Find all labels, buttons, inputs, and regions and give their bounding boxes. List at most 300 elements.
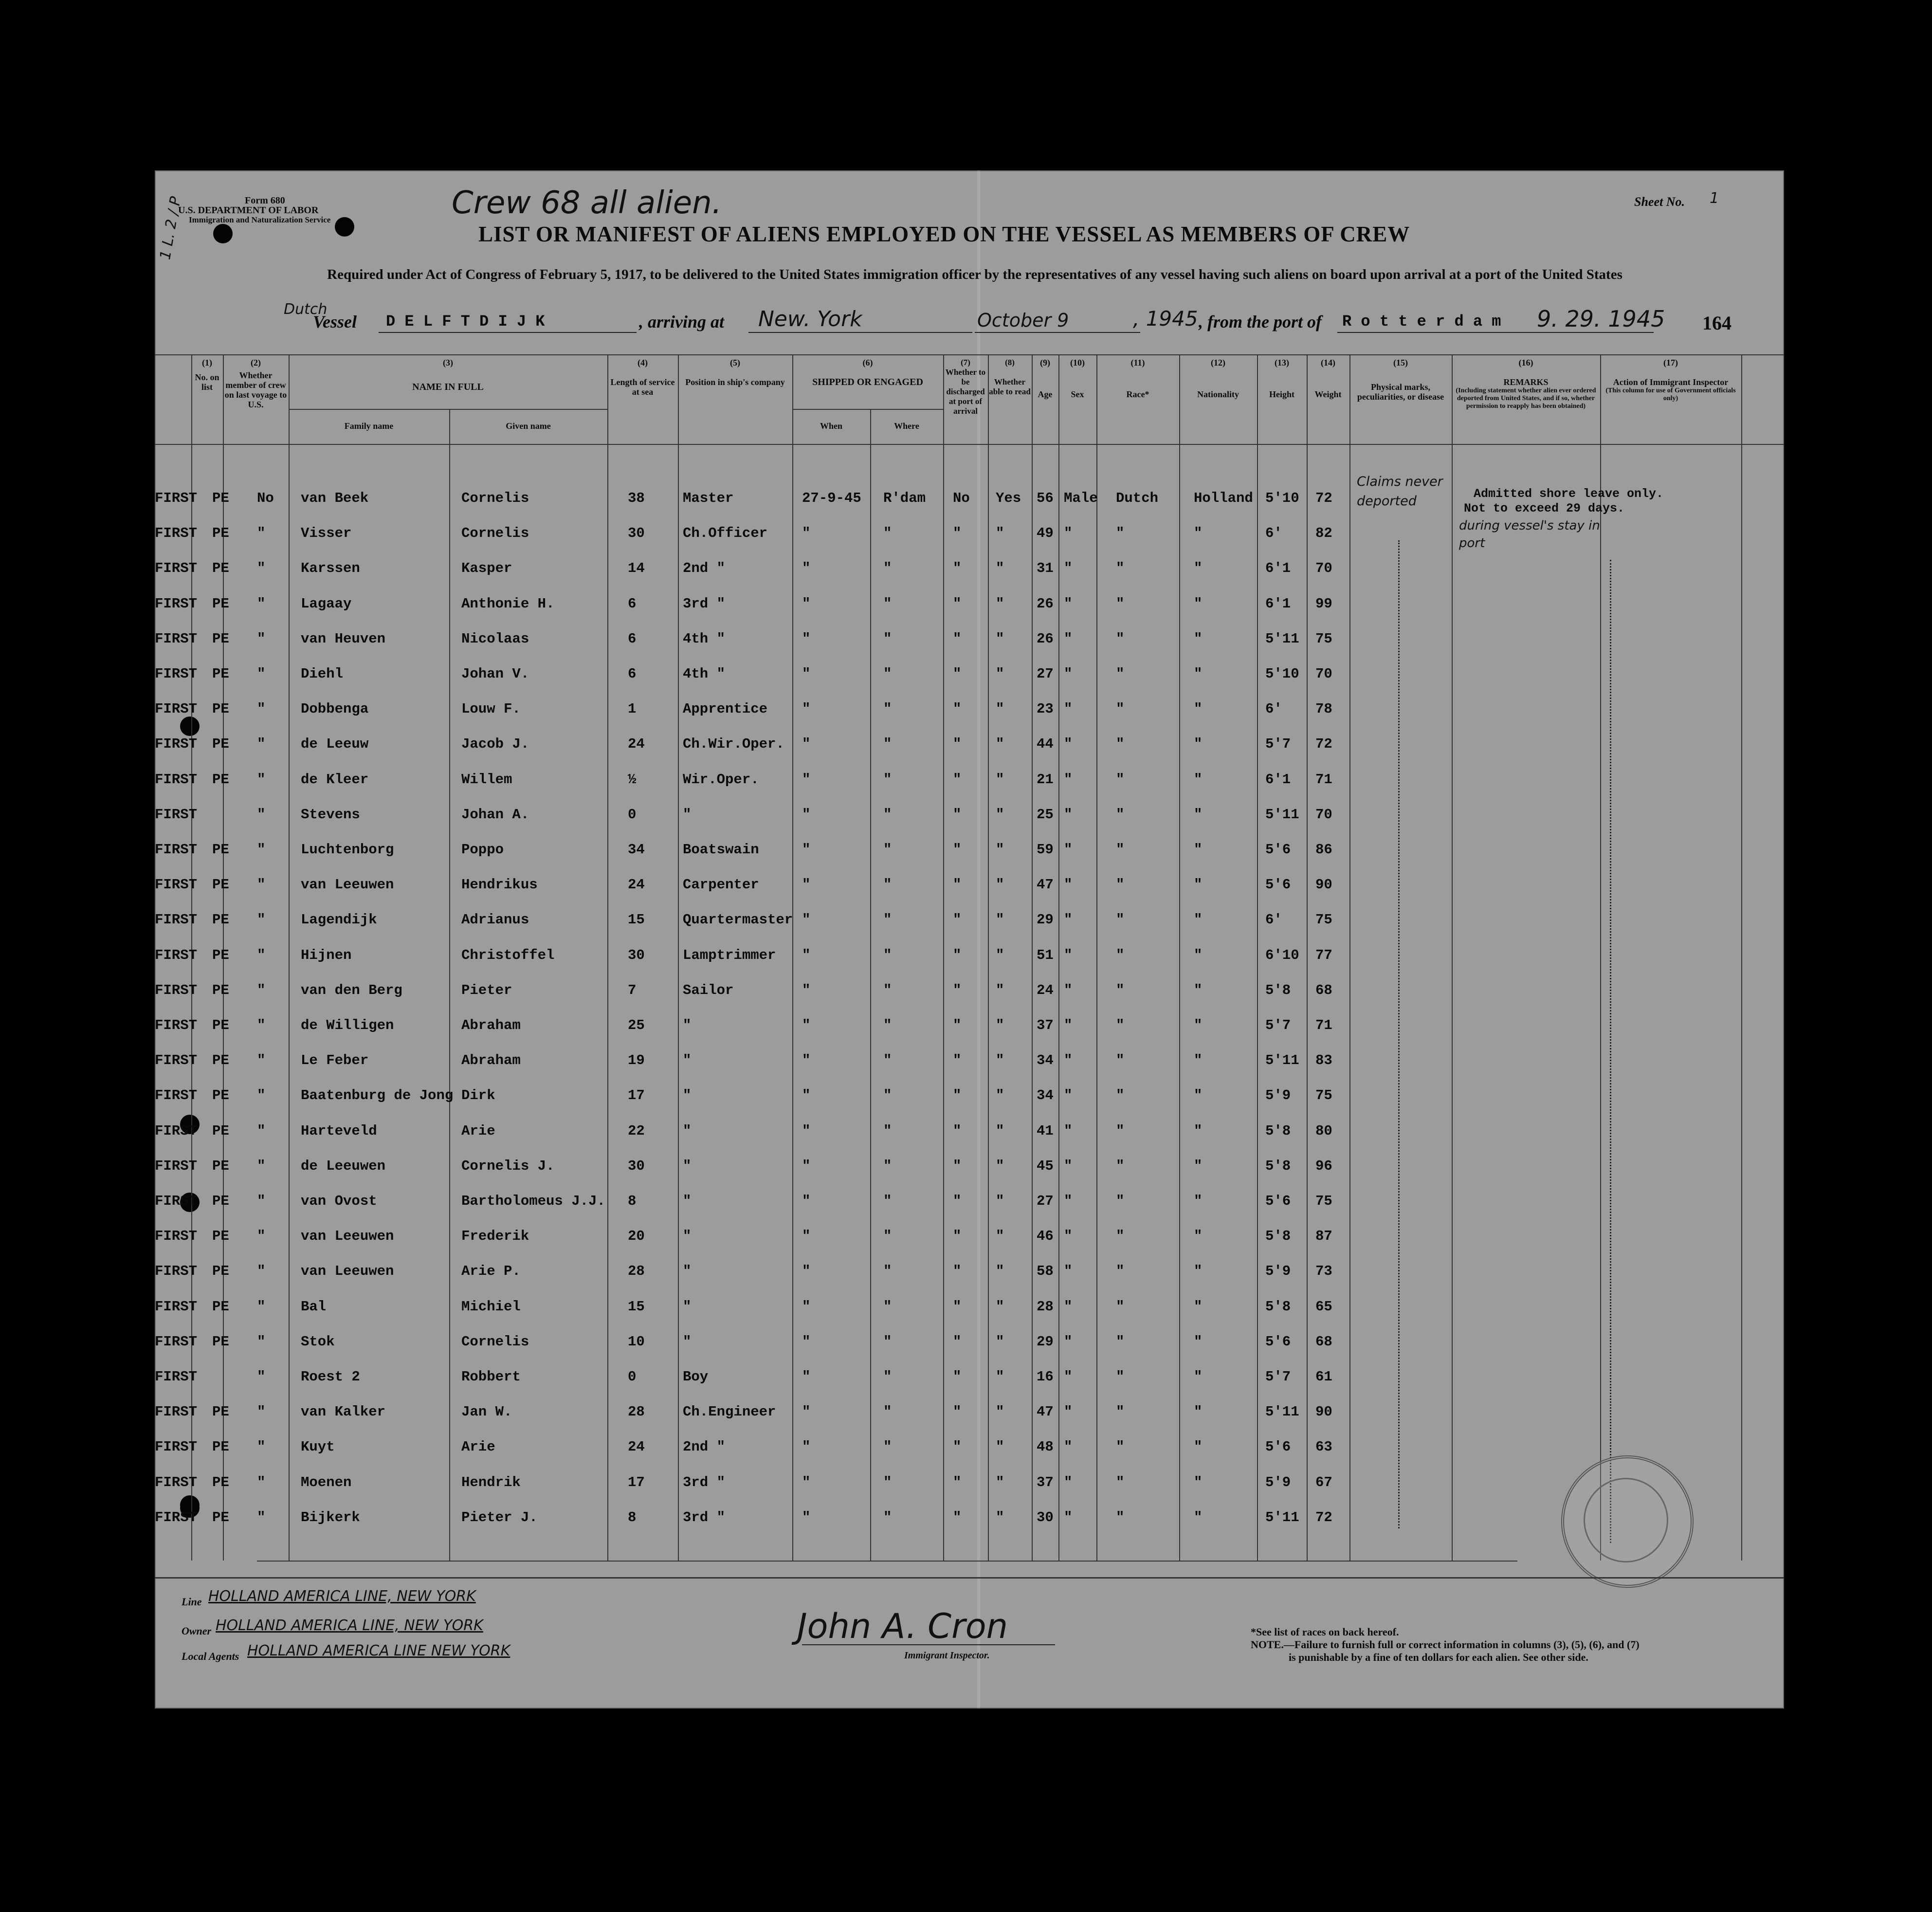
table-row (155, 560, 1784, 589)
cell-crew-flag: PE (212, 525, 229, 542)
cell-weight: 75 (1315, 630, 1332, 647)
cell-shipped-where: " (883, 1369, 892, 1385)
cell-age: 37 (1037, 1474, 1054, 1490)
cell-race: " (1116, 525, 1125, 542)
cell-list-number: FIRST (155, 701, 198, 717)
cell-crew-flag: PE (212, 1193, 229, 1209)
cell-nationality: " (1194, 1017, 1203, 1033)
col16-header (1452, 358, 1600, 410)
cell-crew-flag: PE (212, 1158, 229, 1174)
cell-shipped-when: " (802, 806, 811, 823)
sheet-label: Sheet No. (1634, 195, 1685, 209)
col-num: (13) (1275, 358, 1289, 368)
cell-race: " (1116, 1263, 1125, 1280)
col-label: NAME IN FULL (412, 382, 484, 392)
table-row (155, 1509, 1784, 1539)
col-num: (1) (202, 358, 212, 368)
cell-age: 24 (1037, 982, 1054, 998)
arrival-date: October 9 (977, 310, 1069, 331)
cell-shipped-where: " (883, 1122, 892, 1139)
cell-list-number: FIRST (155, 982, 198, 998)
underline (379, 332, 637, 333)
underline (975, 332, 1140, 333)
cell-weight: 83 (1315, 1052, 1332, 1069)
when-subheader: When (820, 421, 842, 431)
cell-height: 5'10 (1265, 666, 1299, 682)
cell-last-voyage: " (257, 1474, 266, 1490)
cell-last-voyage: " (257, 877, 266, 893)
cell-given-name: Arie (461, 1439, 495, 1455)
cell-list-number: FIRST (155, 1193, 198, 1209)
cell-nationality: " (1194, 666, 1203, 682)
cell-sex: " (1064, 1228, 1073, 1245)
cell-shipped-when: " (802, 1263, 811, 1280)
cell-sex: " (1064, 771, 1073, 788)
cell-able-to-read: " (996, 630, 1004, 647)
cell-given-name: Cornelis J. (461, 1158, 555, 1174)
cell-shipped-where: " (883, 771, 892, 788)
cell-nationality: " (1194, 701, 1203, 717)
cell-height: 5'9 (1265, 1087, 1291, 1104)
remarks-note: (Including statement whether alien ever ordered deported from United States, and if so, whether permission to reapply has been obtained) (1456, 387, 1596, 410)
cell-nationality: " (1194, 947, 1203, 963)
cell-position: Wir.Oper. (683, 771, 759, 788)
cell-weight: 75 (1315, 1193, 1332, 1209)
footer-separator (155, 1577, 1784, 1579)
cell-crew-flag: PE (212, 947, 229, 963)
cell-discharged: " (953, 595, 962, 612)
cell-list-number: FIRST (155, 1052, 198, 1069)
owner-value: HOLLAND AMERICA LINE, NEW YORK (216, 1617, 483, 1634)
cell-family-name: Dobbenga (301, 701, 369, 717)
col-label: Action of Immigrant Inspector (1613, 377, 1729, 387)
cell-sex: " (1064, 1509, 1073, 1526)
cell-service-length: 6 (628, 630, 637, 647)
cell-age: 29 (1037, 1333, 1054, 1350)
cell-shipped-when: " (802, 947, 811, 963)
cell-age: 28 (1037, 1298, 1054, 1315)
cell-race: " (1116, 666, 1125, 682)
cell-shipped-when: " (802, 666, 811, 682)
cell-able-to-read: " (996, 771, 1004, 788)
cell-sex: " (1064, 1087, 1073, 1104)
col-label: Physical marks, peculiarities, or disease (1357, 382, 1444, 402)
table-row (155, 701, 1784, 730)
cell-shipped-where: " (883, 736, 892, 753)
cell-list-number: FIRST (155, 490, 198, 506)
cell-list-number: FIRST (155, 1333, 198, 1350)
cell-able-to-read: " (996, 595, 1004, 612)
cell-shipped-where: " (883, 1439, 892, 1455)
cell-given-name: Adrianus (461, 912, 529, 928)
col-label: Height (1269, 389, 1294, 399)
sheet-number: 1 (1710, 190, 1719, 207)
cell-crew-flag: PE (212, 560, 229, 577)
cell-race: " (1116, 1439, 1125, 1455)
cell-discharged: " (953, 736, 962, 753)
cell-position: " (683, 1298, 692, 1315)
cell-shipped-when: " (802, 1474, 811, 1490)
cell-given-name: Johan A. (461, 806, 529, 823)
cell-able-to-read: " (996, 1474, 1004, 1490)
cell-position: " (683, 1017, 692, 1033)
cell-weight: 90 (1315, 1404, 1332, 1420)
cell-family-name: Le Feber (301, 1052, 369, 1069)
cell-shipped-when: " (802, 1193, 811, 1209)
cell-height: 5'7 (1265, 736, 1291, 753)
col-num: (14) (1321, 358, 1335, 368)
cell-discharged: " (953, 842, 962, 858)
cell-family-name: Lagaay (301, 595, 352, 612)
cell-list-number: FIRST (155, 806, 198, 823)
cell-discharged: " (953, 1474, 962, 1490)
cell-discharged: " (953, 1122, 962, 1139)
line-value: HOLLAND AMERICA LINE, NEW YORK (208, 1588, 476, 1605)
cell-shipped-when: " (802, 630, 811, 647)
table-row (155, 1334, 1784, 1363)
cell-list-number: FIRST (155, 1158, 198, 1174)
cell-service-length: 28 (628, 1263, 645, 1280)
cell-family-name: de Leeuwen (301, 1158, 386, 1174)
col-num: (16) (1518, 358, 1533, 368)
cell-shipped-where: " (883, 1193, 892, 1209)
cell-list-number: FIRST (155, 947, 198, 963)
cell-shipped-when: " (802, 1509, 811, 1526)
cell-height: 5'7 (1265, 1369, 1291, 1385)
cell-position: 4th " (683, 630, 726, 647)
cell-weight: 77 (1315, 947, 1332, 963)
cell-discharged: " (953, 560, 962, 577)
cell-last-voyage: " (257, 947, 266, 963)
cell-last-voyage: " (257, 1509, 266, 1526)
col13-header (1257, 358, 1307, 399)
department-name: U.S. DEPARTMENT OF LABOR (178, 205, 319, 216)
vessel-name: D E L F T D I J K (386, 313, 545, 331)
inspector-note: (This column for use of Government officials only) (1605, 387, 1736, 402)
cell-able-to-read: " (996, 912, 1004, 928)
col-label: Sex (1071, 389, 1084, 399)
cell-sex: " (1064, 736, 1073, 753)
table-row (155, 982, 1784, 1011)
cell-weight: 72 (1315, 490, 1332, 506)
cell-discharged: " (953, 1193, 962, 1209)
cell-height: 6' (1265, 912, 1282, 928)
races-note: *See list of races on back hereof. (1251, 1626, 1399, 1638)
cell-discharged: " (953, 877, 962, 893)
cell-height: 5'9 (1265, 1474, 1291, 1490)
col17-header (1600, 358, 1741, 403)
inspector-signature: John A. Cron (797, 1606, 1008, 1646)
cell-nationality: " (1194, 771, 1203, 788)
cell-sex: " (1064, 1158, 1073, 1174)
cell-nationality: " (1194, 595, 1203, 612)
cell-list-number: FIRST (155, 1474, 198, 1490)
cell-nationality: " (1194, 1509, 1203, 1526)
col-label: REMARKS (1503, 377, 1549, 387)
cell-weight: 67 (1315, 1474, 1332, 1490)
cell-service-length: 17 (628, 1474, 645, 1490)
cell-able-to-read: " (996, 842, 1004, 858)
cell-discharged: " (953, 1158, 962, 1174)
cell-last-voyage: " (257, 912, 266, 928)
table-row (155, 1017, 1784, 1047)
cell-last-voyage: " (257, 1298, 266, 1315)
cell-crew-flag: PE (212, 771, 229, 788)
cell-weight: 71 (1315, 1017, 1332, 1033)
cell-shipped-where: " (883, 842, 892, 858)
col11-header (1096, 358, 1179, 399)
cell-shipped-when: " (802, 771, 811, 788)
col-num: (9) (1040, 358, 1050, 368)
cell-given-name: Poppo (461, 842, 504, 858)
cell-last-voyage: " (257, 1369, 266, 1385)
table-row (155, 912, 1784, 941)
cell-given-name: Abraham (461, 1017, 521, 1033)
cell-last-voyage: " (257, 1052, 266, 1069)
shipped-subheader-line (792, 409, 943, 410)
cell-race: " (1116, 806, 1125, 823)
cell-discharged: " (953, 1404, 962, 1420)
table-row (155, 736, 1784, 765)
arriving-port: New. York (758, 307, 862, 331)
cell-last-voyage: " (257, 982, 266, 998)
cell-race: " (1116, 912, 1125, 928)
cell-height: 5'8 (1265, 982, 1291, 998)
cell-able-to-read: " (996, 1193, 1004, 1209)
table-row (155, 842, 1784, 871)
cell-discharged: " (953, 701, 962, 717)
cell-age: 59 (1037, 842, 1054, 858)
cell-position: " (683, 1052, 692, 1069)
cell-sex: " (1064, 982, 1073, 998)
cell-crew-flag: PE (212, 1017, 229, 1033)
signature-line (802, 1644, 1055, 1645)
table-row (155, 877, 1784, 906)
header-bottom-line (155, 444, 1784, 445)
col-num: (10) (1070, 358, 1085, 368)
cell-list-number: FIRST (155, 1369, 198, 1385)
col14-header (1307, 358, 1349, 399)
cell-position: 2nd " (683, 560, 726, 577)
cell-race: Dutch (1116, 490, 1159, 506)
cell-given-name: Hendrikus (461, 877, 538, 893)
cell-family-name: de Willigen (301, 1017, 394, 1033)
cell-family-name: van Heuven (301, 630, 386, 647)
page-number: 164 (1702, 312, 1732, 334)
cell-age: 25 (1037, 806, 1054, 823)
cell-sex: " (1064, 1122, 1073, 1139)
cell-age: 27 (1037, 1193, 1054, 1209)
cell-shipped-where: " (883, 666, 892, 682)
cell-height: 5'11 (1265, 630, 1299, 647)
cell-shipped-where: " (883, 701, 892, 717)
cell-able-to-read: " (996, 1122, 1004, 1139)
cell-height: 6'1 (1265, 560, 1291, 577)
cell-family-name: van Leeuwen (301, 877, 394, 893)
family-name-subheader: Family name (344, 421, 394, 431)
cell-given-name: Cornelis (461, 1333, 529, 1350)
cell-sex: " (1064, 947, 1073, 963)
cell-crew-flag: PE (212, 1509, 229, 1526)
col7-header (943, 358, 988, 416)
cell-able-to-read: " (996, 525, 1004, 542)
cell-last-voyage: " (257, 1087, 266, 1104)
cell-list-number: FIRST (155, 1263, 198, 1280)
cell-sex: " (1064, 806, 1073, 823)
cell-sex: " (1064, 1263, 1073, 1280)
cell-position: Boy (683, 1369, 709, 1385)
cell-position: " (683, 1228, 692, 1245)
col-num: (3) (443, 358, 453, 368)
cell-service-length: 30 (628, 1158, 645, 1174)
cell-able-to-read: " (996, 1052, 1004, 1069)
cell-shipped-when: " (802, 982, 811, 998)
cell-given-name: Louw F. (461, 701, 521, 717)
cell-list-number: FIRST (155, 1404, 198, 1420)
table-row (155, 1439, 1784, 1468)
cell-family-name: Bijkerk (301, 1509, 360, 1526)
cell-family-name: Kuyt (301, 1439, 335, 1455)
table-row (155, 1263, 1784, 1292)
cell-discharged: " (953, 1228, 962, 1245)
cell-nationality: " (1194, 525, 1203, 542)
cell-family-name: Baatenburg de Jong (301, 1087, 454, 1104)
cell-sex: " (1064, 1333, 1073, 1350)
cell-service-length: 20 (628, 1228, 645, 1245)
cell-crew-flag: PE (212, 630, 229, 647)
cell-shipped-where: " (883, 1474, 892, 1490)
cell-family-name: Stok (301, 1333, 335, 1350)
cell-shipped-where: " (883, 1298, 892, 1315)
cell-position: " (683, 806, 692, 823)
cell-shipped-when: " (802, 1298, 811, 1315)
col-label: Whether able to read (989, 377, 1031, 396)
cell-height: 5'11 (1265, 806, 1299, 823)
service-name: Immigration and Naturalization Service (189, 215, 331, 224)
cell-given-name: Jan W. (461, 1404, 512, 1420)
arrival-year: , 1945 (1133, 307, 1198, 331)
cell-shipped-when: " (802, 560, 811, 577)
cell-last-voyage: " (257, 1193, 266, 1209)
cell-discharged: " (953, 806, 962, 823)
cell-last-voyage: " (257, 701, 266, 717)
cell-sex: " (1064, 666, 1073, 682)
arriving-label: , arriving at (639, 312, 725, 331)
col-label: Length of service at sea (610, 377, 675, 397)
cell-shipped-when: " (802, 842, 811, 858)
cell-service-length: 24 (628, 736, 645, 753)
underline (1337, 332, 1654, 333)
cell-shipped-where: " (883, 982, 892, 998)
cell-weight: 82 (1315, 525, 1332, 542)
cell-service-length: 0 (628, 806, 637, 823)
cell-height: 5'11 (1265, 1404, 1299, 1420)
cell-shipped-where: " (883, 1052, 892, 1069)
cell-age: 56 (1037, 490, 1054, 506)
cell-list-number: FIRST (155, 630, 198, 647)
cell-race: " (1116, 1509, 1125, 1526)
cell-list-number: FIRST (155, 1228, 198, 1245)
cell-list-number: FIRST (155, 560, 198, 577)
col-num: (7) (961, 358, 970, 367)
cell-height: 5'6 (1265, 1333, 1291, 1350)
cell-shipped-when: " (802, 1228, 811, 1245)
cell-given-name: Abraham (461, 1052, 521, 1069)
cell-weight: 61 (1315, 1369, 1332, 1385)
name-subheader-line (289, 409, 607, 410)
cell-service-length: 22 (628, 1122, 645, 1139)
cell-weight: 65 (1315, 1298, 1332, 1315)
cell-age: 34 (1037, 1087, 1054, 1104)
cell-race: " (1116, 842, 1125, 858)
cell-given-name: Arie P. (461, 1263, 521, 1280)
cell-age: 51 (1037, 947, 1054, 963)
cell-position: " (683, 1087, 692, 1104)
cell-weight: 78 (1315, 701, 1332, 717)
cell-given-name: Johan V. (461, 666, 529, 682)
cell-sex: " (1064, 630, 1073, 647)
cell-service-length: 34 (628, 842, 645, 858)
cell-shipped-where: " (883, 1404, 892, 1420)
margin-note: 1 L. 2 / P (157, 195, 185, 261)
cell-shipped-where: " (883, 1158, 892, 1174)
table-row (155, 947, 1784, 976)
cell-last-voyage: " (257, 806, 266, 823)
cell-given-name: Cornelis (461, 525, 529, 542)
cell-discharged: " (953, 1052, 962, 1069)
departure-port: R o t t e r d a m (1342, 313, 1501, 331)
cell-last-voyage: " (257, 1333, 266, 1350)
table-row (155, 666, 1784, 695)
col-label: Whether member of crew on last voyage to U.S. (224, 370, 287, 409)
agents-value: HOLLAND AMERICA LINE NEW YORK (247, 1642, 510, 1659)
table-row (155, 1474, 1784, 1504)
cell-race: " (1116, 1158, 1125, 1174)
cell-sex: " (1064, 1474, 1073, 1490)
col-label: Age (1038, 389, 1053, 399)
cell-discharged: " (953, 1333, 962, 1350)
cell-nationality: " (1194, 982, 1203, 998)
cell-service-length: 17 (628, 1087, 645, 1104)
cell-able-to-read: " (996, 877, 1004, 893)
cell-age: 48 (1037, 1439, 1054, 1455)
cell-weight: 72 (1315, 1509, 1332, 1526)
cell-nationality: " (1194, 1228, 1203, 1245)
cell-shipped-when: " (802, 1369, 811, 1385)
cell-nationality: " (1194, 1087, 1203, 1104)
cell-race: " (1116, 1404, 1125, 1420)
cell-discharged: " (953, 982, 962, 998)
col-label: Nationality (1197, 389, 1239, 399)
cell-service-length: 14 (628, 560, 645, 577)
cell-age: 58 (1037, 1263, 1054, 1280)
cell-crew-flag: PE (212, 1333, 229, 1350)
cell-list-number: FIRST (155, 1087, 198, 1104)
cell-position: 4th " (683, 666, 726, 682)
cell-height: 5'8 (1265, 1122, 1291, 1139)
vessel-label: Vessel (313, 312, 357, 331)
cell-service-length: 28 (628, 1404, 645, 1420)
cell-height: 5'6 (1265, 842, 1291, 858)
cell-service-length: 8 (628, 1193, 637, 1209)
cell-last-voyage: " (257, 1228, 266, 1245)
cell-service-length: 10 (628, 1333, 645, 1350)
col-num: (12) (1211, 358, 1225, 368)
cell-family-name: Moenen (301, 1474, 352, 1490)
cell-age: 30 (1037, 1509, 1054, 1526)
form-number: Form 680 (245, 195, 285, 206)
cell-list-number: FIRST (155, 912, 198, 928)
